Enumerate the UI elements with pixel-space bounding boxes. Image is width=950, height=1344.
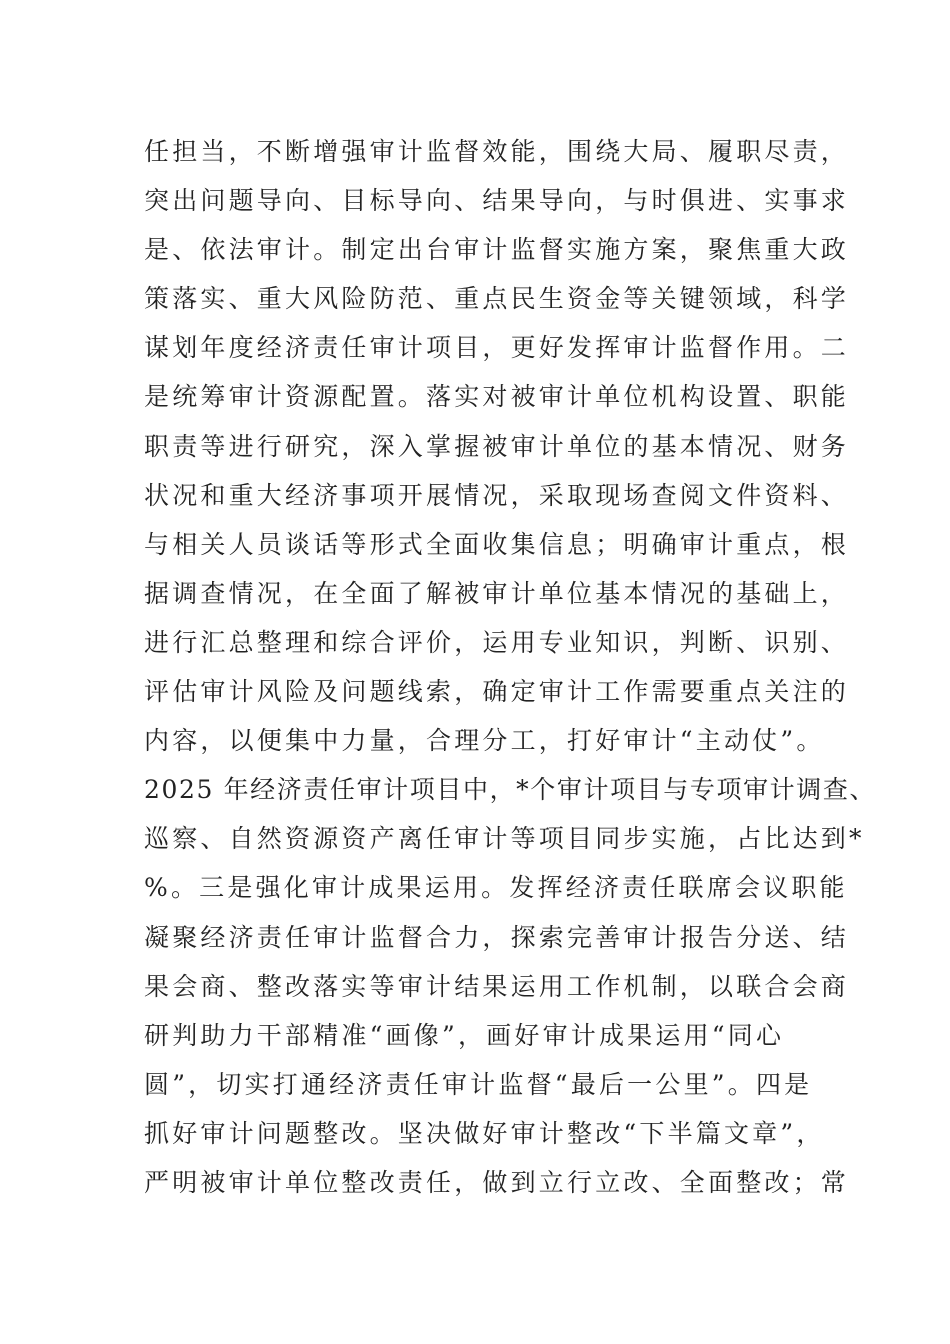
text-line: 圆”，切实打通经济责任审计监督“最后一公里”。四是 — [144, 1069, 813, 1099]
text-line: 巡察、自然资源资产离任审计等项目同步实施，占比达到* — [144, 824, 865, 854]
text-line: 突出问题导向、目标导向、结果导向，与时俱进、实事求 — [144, 186, 850, 216]
text-line: 是、依法审计。制定出台审计监督实施方案，聚焦重大政 — [144, 235, 850, 265]
text-line: 凝聚经济责任审计监督合力，探索完善审计报告分送、结 — [144, 922, 850, 952]
text-line: 抓好审计问题整改。坚决做好审计整改“下半篇文章”， — [144, 1118, 825, 1148]
text-line: 据调查情况，在全面了解被审计单位基本情况的基础上， — [144, 578, 850, 608]
text-line: %。三是强化审计成果运用。发挥经济责任联席会议职能 — [144, 873, 848, 903]
text-line: 与相关人员谈话等形式全面收集信息；明确审计重点，根 — [144, 529, 850, 559]
text-line: 评估审计风险及问题线索，确定审计工作需要重点关注的 — [144, 677, 850, 707]
text-line: 2025 年经济责任审计项目中，*个审计项目与专项审计调查、 — [144, 775, 877, 805]
text-line: 进行汇总整理和综合评价，运用专业知识，判断、识别、 — [144, 627, 850, 657]
text-line: 职责等进行研究，深入掌握被审计单位的基本情况、财务 — [144, 431, 850, 461]
text-line: 内容，以便集中力量，合理分工，打好审计“主动仗”。 — [144, 726, 825, 756]
text-line: 状况和重大经济事项开展情况，采取现场查阅文件资料、 — [144, 480, 850, 510]
text-line: 研判助力干部精准“画像”，画好审计成果运用“同心 — [144, 1020, 785, 1050]
text-line: 策落实、重大风险防范、重点民生资金等关键领域，科学 — [144, 284, 850, 314]
body-text — [144, 127, 877, 1207]
text-line: 是统筹审计资源配置。落实对被审计单位机构设置、职能 — [144, 382, 850, 412]
text-line: 严明被审计单位整改责任，做到立行立改、全面整改；常 — [144, 1167, 850, 1197]
text-line: 谋划年度经济责任审计项目，更好发挥审计监督作用。二 — [144, 333, 850, 363]
text-line: 任担当，不断增强审计监督效能，围绕大局、履职尽责， — [144, 137, 850, 166]
text-line: 果会商、整改落实等审计结果运用工作机制，以联合会商 — [144, 971, 850, 1001]
